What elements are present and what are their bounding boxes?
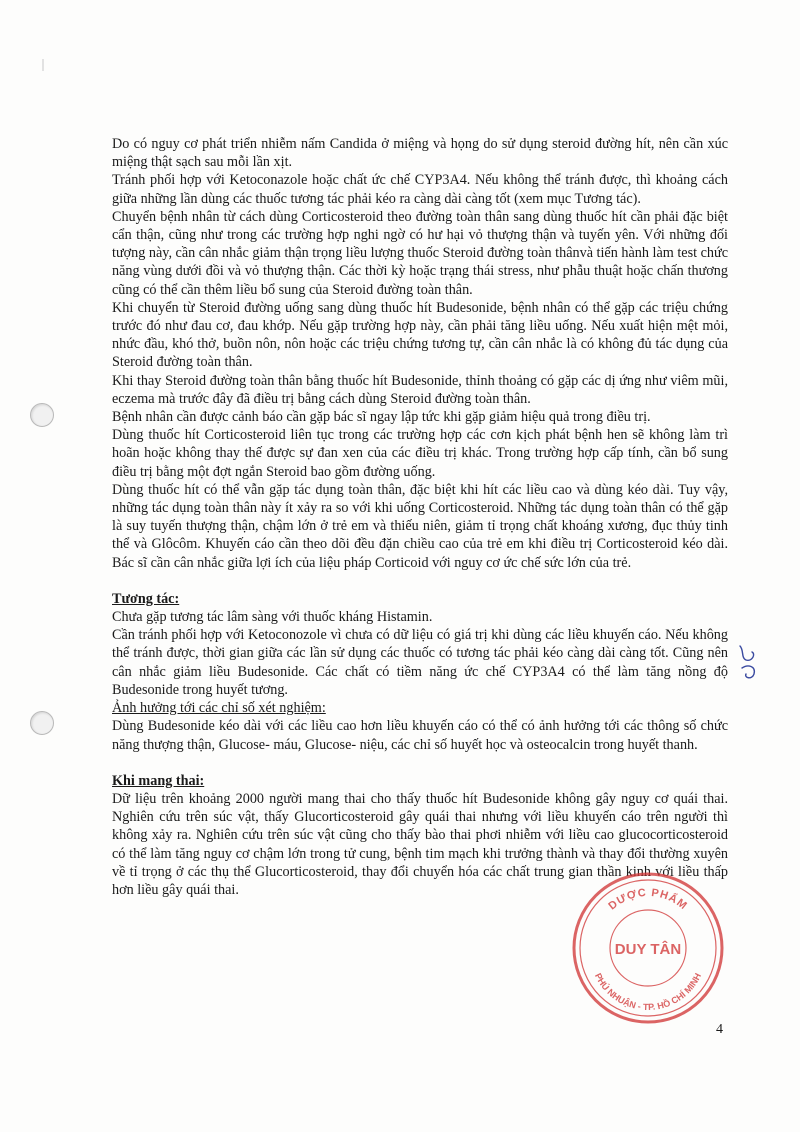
interactions-paragraph-1: Chưa gặp tương tác lâm sàng với thuốc kháng Histamin. — [112, 609, 433, 626]
lab-tests-subheading: Ảnh hưởng tới các chỉ số xét nghiệm: — [112, 700, 326, 717]
page-number: 4 — [716, 1022, 723, 1037]
paragraph-oral-switch: Khi chuyển từ Steroid đường uống sang dùng thuốc hít Budesonide, bệnh nhân có thể gặp các triệu chứng trước đó như đau cơ, đau khớp. Nếu gặp trường hợp này, cần phải tăng liều uống. Nếu xuất hiện mệt mỏi, nhức đầu, khó thở, buồn nôn, nôn hoặc các triệu chứng tương tự, cần cân nhắc là có không đủ tác dụng của Steroid đường toàn thân. — [112, 299, 728, 371]
stamp-text-center: DUY TÂN — [614, 941, 682, 958]
paragraph-systemic-effects: Dùng thuốc hít có thể vẫn gặp tác dụng toàn thân, đặc biệt khi hít các liều cao và dùng kéo dài. Tuy vậy, những tác dụng toàn thân này ít xảy ra so với khi uống Corticosteroid. Những tác dụng toàn thân có thể gặp là suy tuyến thượng thận, chậm lớn ở trẻ em và thiếu niên, giảm tỉ trọng chất khoáng xương, đục thủy tinh thể và Glôcôm. Khuyến cáo cần theo dõi đều đặn chiều cao của trẻ em khi điều trị Corticosteroid kéo dài. Bác sĩ cần cân nhắc giữa lợi ích của liệu pháp Corticoid với nguy cơ ức chế sức lớn của trẻ. — [112, 481, 728, 571]
paragraph-asthma: Dùng thuốc hít Corticosteroid liên tục trong các trường hợp các cơn kịch phát bệnh hen sẽ không làm trì hoãn hoặc không thay thế được sự đan xen của các điều trị khác. Trong trường hợp cấp tính, cần bổ sung điều trị bằng một đợt ngắn Steroid bao gồm đường uống. — [112, 427, 728, 480]
svg-text:DƯỢC PHẨM — [606, 887, 689, 913]
handwritten-initial-mark — [732, 640, 772, 684]
section-gap — [112, 754, 728, 772]
svg-text:PHÚ NHUẬN - TP. HỒ CHÍ MINH — [593, 971, 703, 1012]
pregnancy-paragraph: Dữ liệu trên khoảng 2000 người mang thai cho thấy thuốc hít Budesonide không gây nguy cơ quái thai. Nghiên cứu trên súc vật, thấy Glucorticosteroid gây quái thai nhưng với liều khuyến cáo trên người thì không xảy ra. Nghiên cứu trên súc vật cũng cho thấy bào thai phơi nhiễm với liều cao glucocorticosteroid có thể làm tăng nguy cơ chậm lớn trong tử cung, bệnh tim mạch khi trưởng thành và thay đổi thường xuyên về tỉ trọng ở các thụ thể Glucorticosteroid, thay đổi chuyển hóa các chất trung gian thần kinh với liều thấp hơn liều gây quái thai. — [112, 790, 728, 898]
paragraph-systemic-switch: Chuyển bệnh nhân từ cách dùng Corticosteroid theo đường toàn thân sang dùng thuốc hít cần phải đặc biệt cẩn thận, cũng như trong các trường hợp nghi ngờ có hư hại vỏ thượng thận và tuyến yên. Với những đối tượng này, cần cân nhắc giảm thận trọng liều lượng thuốc Steroid đường toàn thânvà tiến hành làm test chức năng vùng dưới đồi và vỏ thượng thận. Các thời kỳ hoặc trạng thái stress, như phẫu thuật hoặc chấn thương cũng có thể cần thêm liều bổ sung của Steroid đường toàn thân. — [112, 208, 728, 298]
paragraph-warning: Bệnh nhân cần được cảnh báo cần gặp bác sĩ ngay lập tức khi gặp giảm hiệu quả trong điều trị. — [112, 409, 651, 426]
margin-tick-mark — [40, 58, 46, 72]
stamp-text-top: DƯỢC PHẨM — [606, 886, 690, 913]
stamp-text-bottom: PHÚ NHUẬN - TP. HỒ CHÍ MINH — [592, 971, 704, 1013]
interactions-heading: Tương tác: — [112, 590, 180, 607]
section-gap — [112, 572, 728, 590]
interactions-paragraph-2: Cần tránh phối hợp với Ketoconozole vì chưa có dữ liệu có giá trị khi dùng các liều khuyến cáo. Nếu không thể tránh được, thời gian giữa các lần sử dụng các thuốc có tương tác phải kéo càng dài càng tốt. Cũng nên cân nhắc giảm liều Budesonide. Các chất có tiềm năng ức chế CYP3A4 có thể làm tăng nồng độ Budesonide trong huyết tương. — [112, 627, 728, 698]
pregnancy-heading: Khi mang thai: — [112, 772, 205, 789]
paragraph-allergy: Khi thay Steroid đường toàn thân bằng thuốc hít Budesonide, thỉnh thoảng có gặp các dị ứng như viêm mũi, eczema mà trước đây đã điều trị bằng cách dùng Steroid đường toàn thân. — [112, 372, 728, 407]
punch-hole-bottom — [30, 711, 54, 735]
paragraph-ketoconazole: Tránh phối hợp với Ketoconazole hoặc chất ức chế CYP3A4. Nếu không thể tránh được, thì khoảng cách giữa những lần dùng các thuốc tương tác phải kéo ra càng dài càng tốt (xem mục Tương tác). — [112, 172, 728, 207]
lab-tests-paragraph: Dùng Budesonide kéo dài với các liều cao hơn liều khuyến cáo có thể có ảnh hưởng tới các thông số chức năng thượng thận, Glucose- máu, Glucose- niệu, các chỉ số huyết học và osteocalcin trong huyết thanh. — [112, 718, 728, 753]
document-body — [112, 135, 728, 899]
company-stamp-seal — [568, 868, 728, 1028]
paragraph-candida: Do có nguy cơ phát triển nhiễm nấm Candida ở miệng và họng do sử dụng steroid đường hít, nên cần xúc miệng thật sạch sau mỗi lần xịt. — [112, 136, 728, 171]
punch-hole-top — [30, 403, 54, 427]
